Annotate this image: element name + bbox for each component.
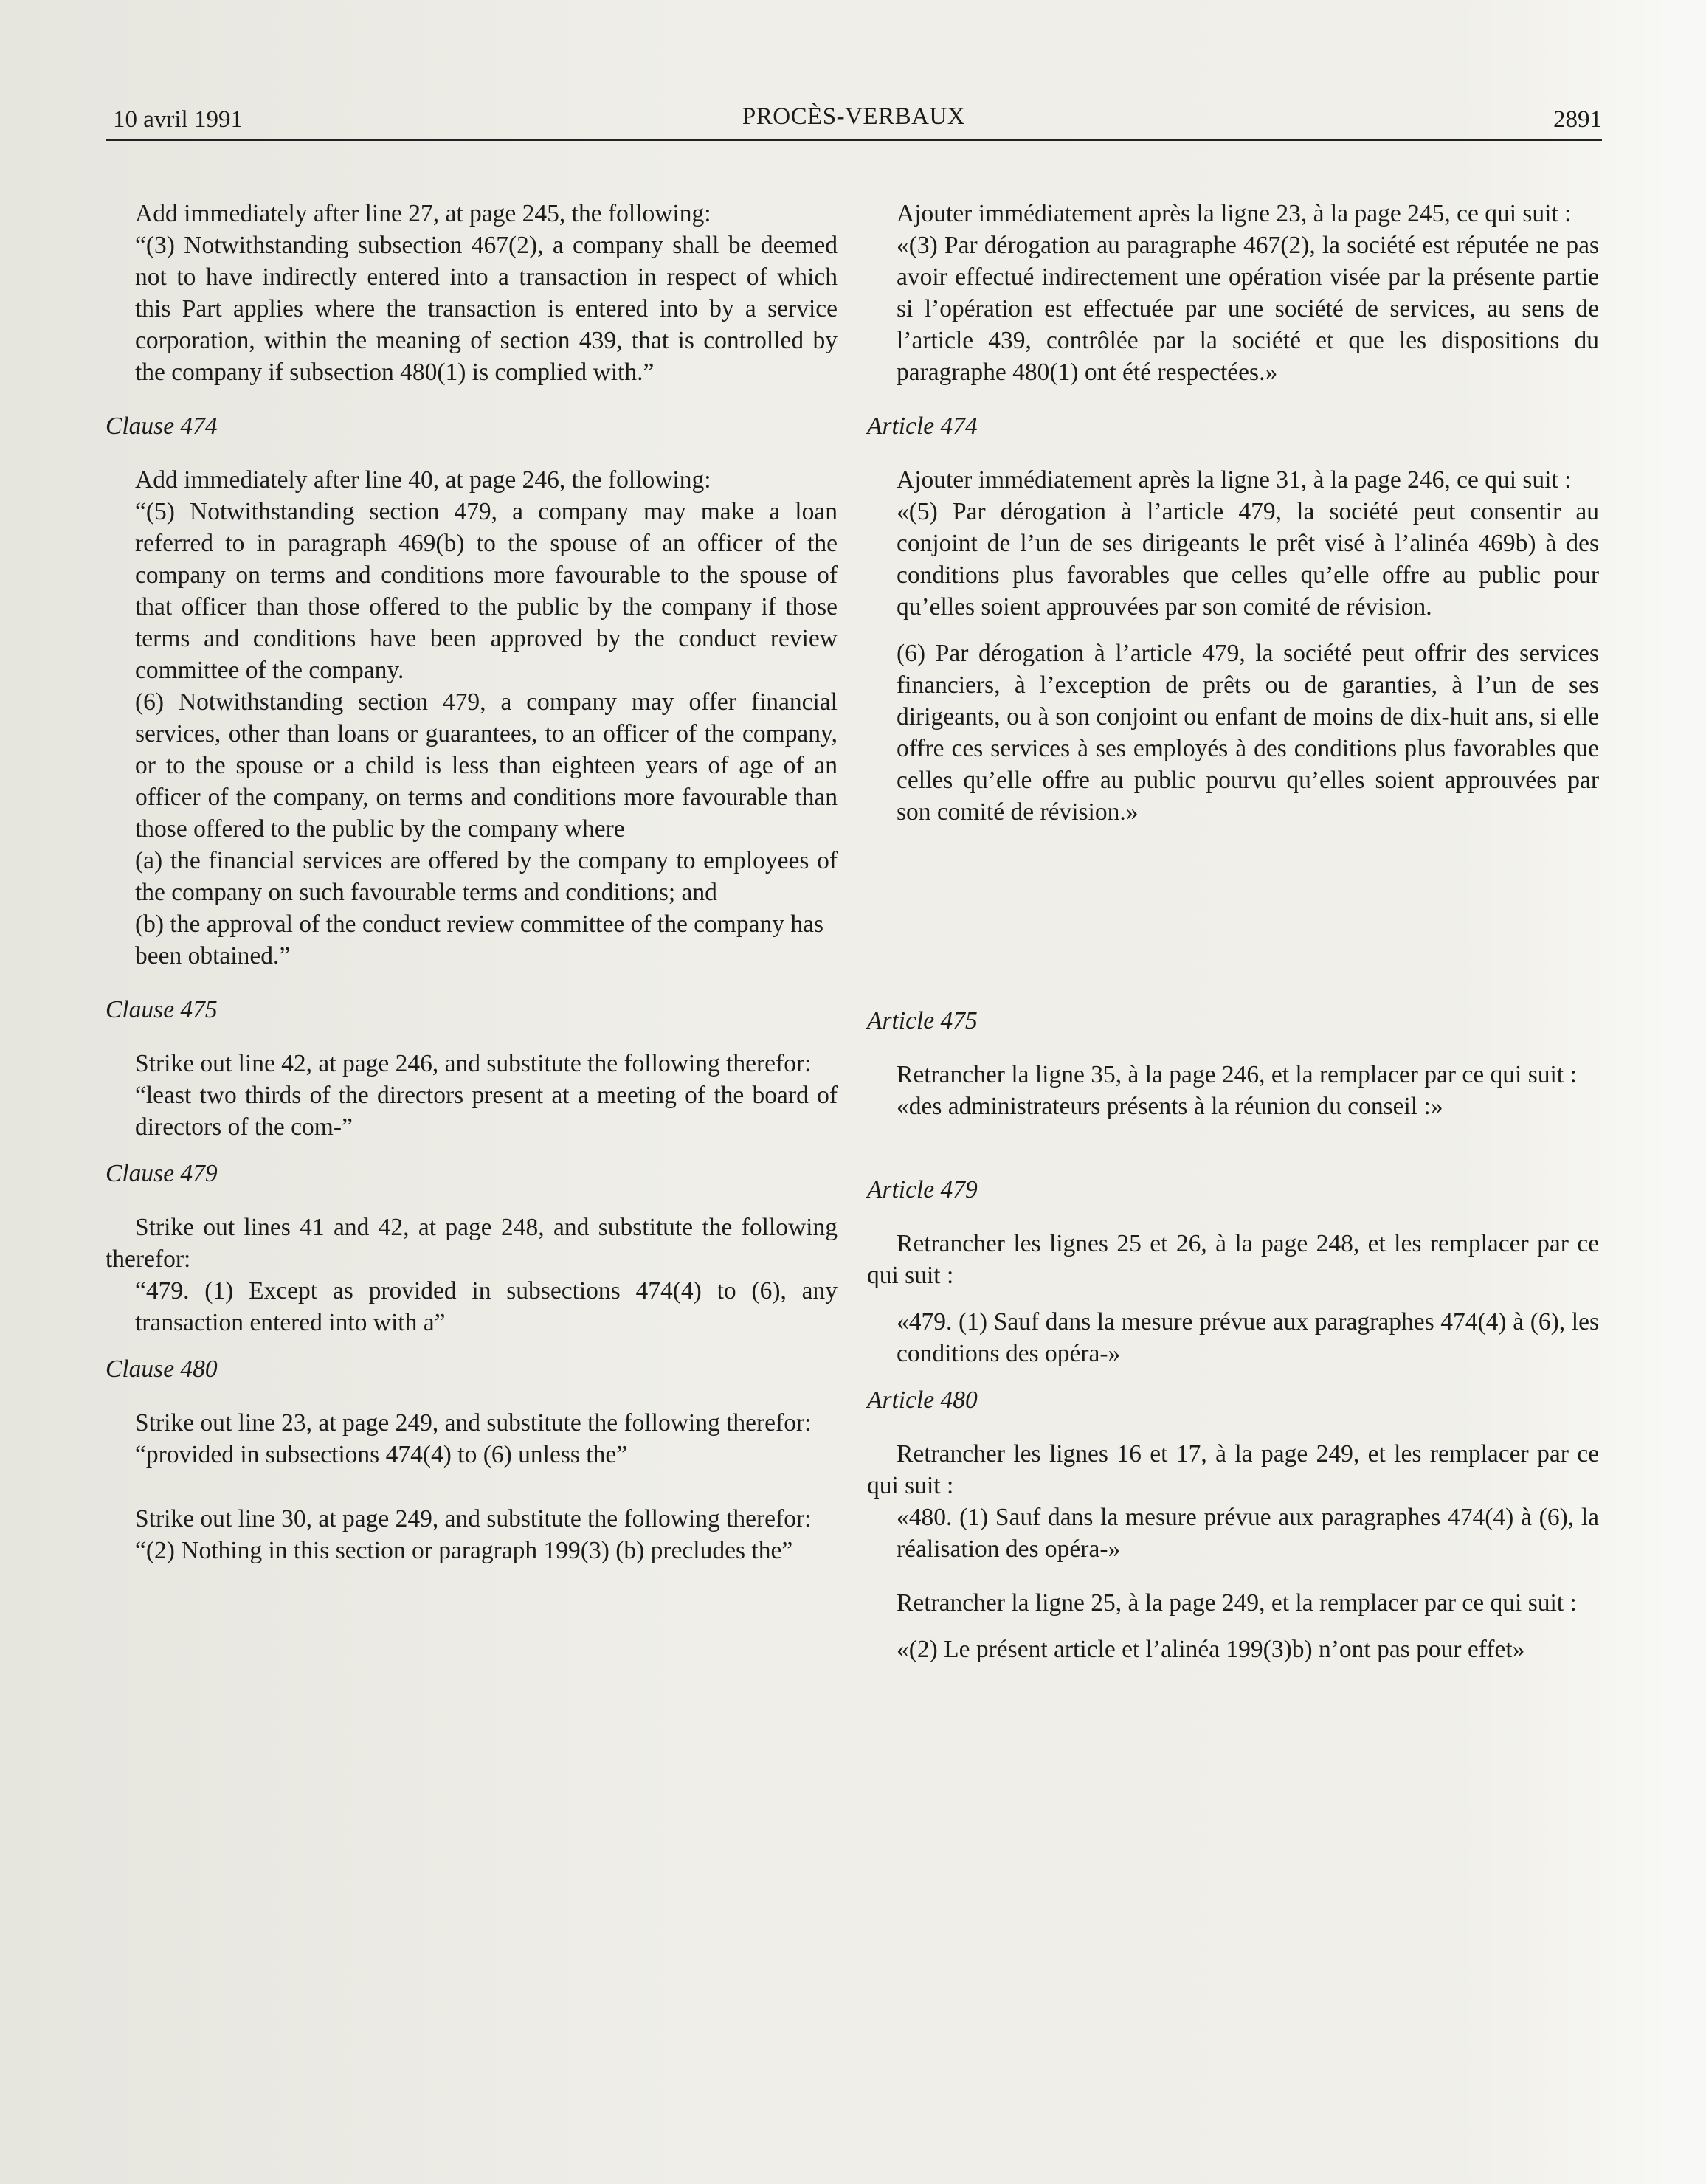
amendment-item: (a) the financial services are offered by the company to employees of the company on such favourable terms and conditions; and	[135, 847, 838, 906]
amendment-text: «479. (1) Sauf dans la mesure prévue aux paragraphes 474(4) à (6), les conditions des opéra-»	[897, 1308, 1599, 1367]
clause-heading: Clause 475	[106, 996, 218, 1023]
instruction-paragraph: Retrancher les lignes 25 et 26, à la page 248, et les remplacer par ce qui suit :	[867, 1230, 1599, 1289]
instruction-paragraph: Strike out line 23, at page 249, and substitute the following therefor:	[135, 1409, 812, 1437]
amendment-text: «480. (1) Sauf dans la mesure prévue aux paragraphes 474(4) à (6), la réalisation des opéra-»	[897, 1504, 1599, 1563]
header-title: PROCÈS-VERBAUX	[742, 103, 966, 130]
amendment-text: “(2) Nothing in this section or paragraph 199(3) (b) precludes the”	[135, 1537, 793, 1564]
header-rule	[106, 139, 1602, 141]
article-heading: Article 475	[867, 1007, 978, 1034]
page-header	[106, 103, 1602, 140]
clause-heading: Clause 480	[106, 1355, 218, 1383]
amendment-item: (b) the approval of the conduct review committee of the company has been obtained.”	[135, 910, 824, 970]
instruction-paragraph: Strike out line 30, at page 249, and substitute the following therefor:	[135, 1505, 812, 1532]
clause-heading: Clause 479	[106, 1160, 218, 1187]
french-column	[867, 198, 1599, 1665]
article-heading: Article 474	[867, 412, 978, 440]
amendment-text: “(3) Notwithstanding subsection 467(2), a company shall be deemed not to have indirectly entered into a transaction in respect of which this Part applies where the transaction is entered into by a service corporation, within the meaning of section 439, that is controlled by the company if subsection 480(1) is complied with.”	[135, 232, 838, 386]
amendment-text: “least two thirds of the directors present at a meeting of the board of directors of the com-”	[135, 1082, 838, 1141]
amendment-text: “(5) Notwithstanding section 479, a company may make a loan referred to in paragraph 469(b) to the spouse of an officer of the company on terms and conditions more favourable to the spouse of that officer than those offered to the public by the company if those terms and conditions have been approved by the conduct review committee of the company.	[135, 498, 838, 684]
amendment-text: «(3) Par dérogation au paragraphe 467(2), la société est réputée ne pas avoir effectué indirectement une opération visée par la présente partie si l’opération est effectuée par une société de services, au sens de l’article 439, contrôlée par la société et que les dispositions du paragraphe 480(1) ont été respectées.»	[897, 232, 1599, 386]
amendment-text: “479. (1) Except as provided in subsections 474(4) to (6), any transaction entered into with a”	[135, 1277, 838, 1336]
article-heading: Article 479	[867, 1176, 978, 1203]
amendment-text: (6) Par dérogation à l’article 479, la société peut offrir des services financiers, à l’exception de prêts ou de garanties, à l’un de ses dirigeants, ou à son conjoint ou enfant de moins de dix-huit ans, si elle offre ces services à ses employés à des conditions plus favorables que celles qu’elle offre au public pourvu qu’elles soient approuvées par son comité de révision.»	[897, 640, 1599, 826]
instruction-paragraph: Strike out lines 41 and 42, at page 248, and substitute the following therefor:	[106, 1214, 838, 1273]
instruction-paragraph: Add immediately after line 40, at page 246, the following:	[135, 466, 711, 494]
instruction-paragraph: Ajouter immédiatement après la ligne 31, à la page 246, ce qui suit :	[897, 466, 1572, 494]
article-heading: Article 480	[867, 1386, 978, 1414]
amendment-text: (6) Notwithstanding section 479, a company may offer financial services, other than loans or guarantees, to an officer of the company, or to the spouse or a child is less than eighteen years of age of an officer of the company, on terms and conditions more favourable than those offered to the public by the company where	[135, 688, 838, 843]
instruction-paragraph: Add immediately after line 27, at page 245, the following:	[135, 200, 711, 227]
english-column	[106, 198, 838, 1566]
instruction-paragraph: Retrancher la ligne 25, à la page 249, et la remplacer par ce qui suit :	[897, 1589, 1577, 1617]
amendment-text: “provided in subsections 474(4) to (6) unless the”	[135, 1441, 628, 1468]
page-edge	[1662, 0, 1706, 2184]
amendment-text: «des administrateurs présents à la réunion du conseil :»	[897, 1093, 1443, 1120]
instruction-paragraph: Retrancher la ligne 35, à la page 246, et la remplacer par ce qui suit :	[897, 1061, 1577, 1088]
instruction-paragraph: Retrancher les lignes 16 et 17, à la page 249, et les remplacer par ce qui suit :	[867, 1440, 1599, 1499]
instruction-paragraph: Ajouter immédiatement après la ligne 23, à la page 245, ce qui suit :	[897, 200, 1572, 227]
page-number: 2891	[1553, 106, 1602, 133]
amendment-text: «(5) Par dérogation à l’article 479, la société peut consentir au conjoint de l’un de ses dirigeants le prêt visé à l’alinéa 469b) à des conditions plus favorables que celles qu’elle offre au public pour qu’elles soient approuvées par son comité de révision.	[897, 498, 1599, 621]
amendment-text: «(2) Le présent article et l’alinéa 199(3)b) n’ont pas pour effet»	[897, 1636, 1525, 1663]
instruction-paragraph: Strike out line 42, at page 246, and substitute the following therefor:	[135, 1050, 812, 1077]
clause-heading: Clause 474	[106, 412, 218, 440]
header-date: 10 avril 1991	[113, 106, 243, 133]
